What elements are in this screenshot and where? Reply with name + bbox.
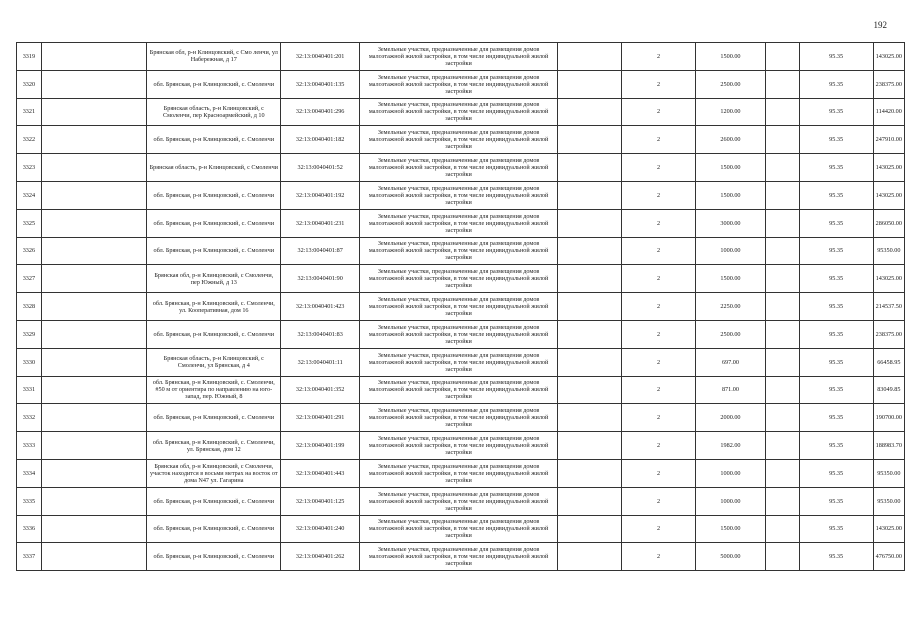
empty-cell xyxy=(558,98,622,126)
empty-cell xyxy=(558,320,622,348)
cadastral-value-cell: 476750.00 xyxy=(873,543,904,571)
land-use-cell: Земельные участки, предназначенные для размещения домов малоэтажной жилой застройки, в том числе индивидуальной жилой застройки xyxy=(360,404,558,432)
land-use-cell: Земельные участки, предназначенные для размещения домов малоэтажной жилой застройки, в том числе индивидуальной жилой застройки xyxy=(360,348,558,376)
rate-cell: 95.35 xyxy=(799,543,873,571)
empty-cell xyxy=(41,404,147,432)
cadastral-number-cell: 32:13:0040401:240 xyxy=(281,515,360,543)
table-row xyxy=(17,376,905,404)
address-cell: обл. Брянская, р-н Клинцовский, с. Смоленчи xyxy=(147,126,281,154)
empty-cell xyxy=(558,181,622,209)
empty-cell xyxy=(41,154,147,182)
empty-cell xyxy=(558,432,622,460)
empty-cell xyxy=(41,432,147,460)
land-use-cell: Земельные участки, предназначенные для размещения домов малоэтажной жилой застройки, в том числе индивидуальной жилой застройки xyxy=(360,43,558,71)
empty-cell xyxy=(766,265,799,293)
cadastral-value-cell: 95350.00 xyxy=(873,487,904,515)
cadastral-value-cell: 188983.70 xyxy=(873,432,904,460)
row-number-cell: 3329 xyxy=(17,320,42,348)
empty-cell xyxy=(41,320,147,348)
address-cell: обл. Брянская, р-н Клинцовский, с. Смоленчи xyxy=(147,209,281,237)
cadastral-value-cell: 143025.00 xyxy=(873,181,904,209)
group-cell: 2 xyxy=(622,154,695,182)
land-use-cell: Земельные участки, предназначенные для размещения домов малоэтажной жилой застройки, в том числе индивидуальной жилой застройки xyxy=(360,98,558,126)
empty-cell xyxy=(41,376,147,404)
table-row xyxy=(17,43,905,71)
area-cell: 2500.00 xyxy=(695,320,766,348)
area-cell: 1200.00 xyxy=(695,98,766,126)
empty-cell xyxy=(766,293,799,321)
empty-cell xyxy=(558,459,622,487)
table-row xyxy=(17,265,905,293)
group-cell: 2 xyxy=(622,459,695,487)
row-number-cell: 3326 xyxy=(17,237,42,265)
row-number-cell: 3328 xyxy=(17,293,42,321)
cadastral-value-cell: 66458.95 xyxy=(873,348,904,376)
address-cell: обл. Брянская, р-н Клинцовский, с. Смоленчи xyxy=(147,320,281,348)
cadastral-number-cell: 32:13:0040401:83 xyxy=(281,320,360,348)
table-row xyxy=(17,515,905,543)
group-cell: 2 xyxy=(622,43,695,71)
area-cell: 2000.00 xyxy=(695,404,766,432)
row-number-cell: 3325 xyxy=(17,209,42,237)
address-cell: Брянская область, р-н Клинцовский, с Смоленчи, пер Красноармейский, д 10 xyxy=(147,98,281,126)
row-number-cell: 3333 xyxy=(17,432,42,460)
row-number-cell: 3331 xyxy=(17,376,42,404)
address-cell: обл. Брянская, р-н Клинцовский, с. Смоленчи xyxy=(147,515,281,543)
address-cell: обл. Брянская, р-н Клинцовский, с. Смоленчи, ул. Кооперативная, дом 16 xyxy=(147,293,281,321)
cadastral-number-cell: 32:13:0040401:52 xyxy=(281,154,360,182)
cadastral-value-cell: 190700.00 xyxy=(873,404,904,432)
group-cell: 2 xyxy=(622,404,695,432)
land-use-cell: Земельные участки, предназначенные для размещения домов малоэтажной жилой застройки, в том числе индивидуальной жилой застройки xyxy=(360,70,558,98)
area-cell: 1000.00 xyxy=(695,237,766,265)
group-cell: 2 xyxy=(622,181,695,209)
rate-cell: 95.35 xyxy=(799,459,873,487)
area-cell: 871.00 xyxy=(695,376,766,404)
table-row xyxy=(17,320,905,348)
cadastral-number-cell: 32:13:0040401:291 xyxy=(281,404,360,432)
land-use-cell: Земельные участки, предназначенные для размещения домов малоэтажной жилой застройки, в том числе индивидуальной жилой застройки xyxy=(360,432,558,460)
cadastral-number-cell: 32:13:0040401:201 xyxy=(281,43,360,71)
row-number-cell: 3324 xyxy=(17,181,42,209)
empty-cell xyxy=(41,348,147,376)
address-cell: обл. Брянская, р-н Клинцовский, с. Смоленчи xyxy=(147,70,281,98)
empty-cell xyxy=(766,70,799,98)
cadastral-value-cell: 114420.00 xyxy=(873,98,904,126)
address-cell: обл. Брянская, р-н Клинцовский, с. Смоленчи xyxy=(147,237,281,265)
row-number-cell: 3334 xyxy=(17,459,42,487)
rate-cell: 95.35 xyxy=(799,43,873,71)
cadastral-value-cell: 95350.00 xyxy=(873,459,904,487)
land-use-cell: Земельные участки, предназначенные для размещения домов малоэтажной жилой застройки, в том числе индивидуальной жилой застройки xyxy=(360,237,558,265)
group-cell: 2 xyxy=(622,376,695,404)
cadastral-number-cell: 32:13:0040401:11 xyxy=(281,348,360,376)
empty-cell xyxy=(558,515,622,543)
group-cell: 2 xyxy=(622,432,695,460)
land-use-cell: Земельные участки, предназначенные для размещения домов малоэтажной жилой застройки, в том числе индивидуальной жилой застройки xyxy=(360,209,558,237)
empty-cell xyxy=(558,487,622,515)
area-cell: 1000.00 xyxy=(695,487,766,515)
group-cell: 2 xyxy=(622,293,695,321)
empty-cell xyxy=(766,98,799,126)
land-use-cell: Земельные участки, предназначенные для размещения домов малоэтажной жилой застройки, в том числе индивидуальной жилой застройки xyxy=(360,126,558,154)
cadastral-number-cell: 32:13:0040401:199 xyxy=(281,432,360,460)
empty-cell xyxy=(41,43,147,71)
empty-cell xyxy=(558,293,622,321)
empty-cell xyxy=(558,209,622,237)
area-cell: 2600.00 xyxy=(695,126,766,154)
cadastral-number-cell: 32:13:0040401:231 xyxy=(281,209,360,237)
cadastral-number-cell: 32:13:0040401:125 xyxy=(281,487,360,515)
address-cell: Брянская область, р-н Клинцовский, с Смоленчи xyxy=(147,154,281,182)
area-cell: 1000.00 xyxy=(695,459,766,487)
row-number-cell: 3335 xyxy=(17,487,42,515)
empty-cell xyxy=(766,43,799,71)
address-cell: обл. Брянская, р-н Клинцовский, с. Смоленчи xyxy=(147,181,281,209)
table-row xyxy=(17,348,905,376)
group-cell: 2 xyxy=(622,487,695,515)
empty-cell xyxy=(41,487,147,515)
table-row xyxy=(17,404,905,432)
rate-cell: 95.35 xyxy=(799,70,873,98)
empty-cell xyxy=(41,209,147,237)
cadastral-value-cell: 143025.00 xyxy=(873,515,904,543)
group-cell: 2 xyxy=(622,237,695,265)
empty-cell xyxy=(41,70,147,98)
group-cell: 2 xyxy=(622,543,695,571)
rate-cell: 95.35 xyxy=(799,265,873,293)
table-row xyxy=(17,293,905,321)
rate-cell: 95.35 xyxy=(799,209,873,237)
cadastral-number-cell: 32:13:0040401:87 xyxy=(281,237,360,265)
rate-cell: 95.35 xyxy=(799,348,873,376)
rate-cell: 95.35 xyxy=(799,181,873,209)
empty-cell xyxy=(41,293,147,321)
empty-cell xyxy=(766,237,799,265)
empty-cell xyxy=(766,126,799,154)
row-number-cell: 3319 xyxy=(17,43,42,71)
empty-cell xyxy=(766,515,799,543)
empty-cell xyxy=(766,348,799,376)
table-row xyxy=(17,237,905,265)
cadastral-value-cell: 143025.00 xyxy=(873,43,904,71)
rate-cell: 95.35 xyxy=(799,293,873,321)
table-row xyxy=(17,209,905,237)
land-use-cell: Земельные участки, предназначенные для размещения домов малоэтажной жилой застройки, в том числе индивидуальной жилой застройки xyxy=(360,487,558,515)
cadastral-number-cell: 32:13:0040401:182 xyxy=(281,126,360,154)
empty-cell xyxy=(558,43,622,71)
land-use-cell: Земельные участки, предназначенные для размещения домов малоэтажной жилой застройки, в том числе индивидуальной жилой застройки xyxy=(360,154,558,182)
group-cell: 2 xyxy=(622,98,695,126)
area-cell: 1500.00 xyxy=(695,154,766,182)
area-cell: 2500.00 xyxy=(695,70,766,98)
rate-cell: 95.35 xyxy=(799,320,873,348)
area-cell: 1982.00 xyxy=(695,432,766,460)
empty-cell xyxy=(41,181,147,209)
land-use-cell: Земельные участки, предназначенные для размещения домов малоэтажной жилой застройки, в том числе индивидуальной жилой застройки xyxy=(360,515,558,543)
area-cell: 1500.00 xyxy=(695,265,766,293)
group-cell: 2 xyxy=(622,348,695,376)
cadastral-value-cell: 238375.00 xyxy=(873,70,904,98)
rate-cell: 95.35 xyxy=(799,515,873,543)
group-cell: 2 xyxy=(622,209,695,237)
table-row xyxy=(17,432,905,460)
empty-cell xyxy=(41,265,147,293)
rate-cell: 95.35 xyxy=(799,126,873,154)
row-number-cell: 3327 xyxy=(17,265,42,293)
table-row xyxy=(17,98,905,126)
cadastral-value-cell: 286050.00 xyxy=(873,209,904,237)
empty-cell xyxy=(766,209,799,237)
rate-cell: 95.35 xyxy=(799,432,873,460)
empty-cell xyxy=(558,70,622,98)
empty-cell xyxy=(41,543,147,571)
empty-cell xyxy=(558,348,622,376)
empty-cell xyxy=(558,154,622,182)
group-cell: 2 xyxy=(622,265,695,293)
empty-cell xyxy=(41,515,147,543)
land-use-cell: Земельные участки, предназначенные для размещения домов малоэтажной жилой застройки, в том числе индивидуальной жилой застройки xyxy=(360,459,558,487)
empty-cell xyxy=(766,320,799,348)
address-cell: обл. Брянская, р-н Клинцовский, с. Смоленчи, ул. Брянская, дом 12 xyxy=(147,432,281,460)
cadastral-value-cell: 247910.00 xyxy=(873,126,904,154)
empty-cell xyxy=(558,404,622,432)
rate-cell: 95.35 xyxy=(799,376,873,404)
land-use-cell: Земельные участки, предназначенные для размещения домов малоэтажной жилой застройки, в том числе индивидуальной жилой застройки xyxy=(360,543,558,571)
cadastral-value-cell: 143025.00 xyxy=(873,265,904,293)
page-number: 192 xyxy=(873,20,887,30)
cadastral-number-cell: 32:13:0040401:90 xyxy=(281,265,360,293)
table-body xyxy=(17,43,905,571)
area-cell: 2250.00 xyxy=(695,293,766,321)
cadastral-value-cell: 214537.50 xyxy=(873,293,904,321)
land-use-cell: Земельные участки, предназначенные для размещения домов малоэтажной жилой застройки, в том числе индивидуальной жилой застройки xyxy=(360,376,558,404)
row-number-cell: 3320 xyxy=(17,70,42,98)
empty-cell xyxy=(558,265,622,293)
rate-cell: 95.35 xyxy=(799,154,873,182)
empty-cell xyxy=(766,543,799,571)
land-use-cell: Земельные участки, предназначенные для размещения домов малоэтажной жилой застройки, в том числе индивидуальной жилой застройки xyxy=(360,293,558,321)
table-row xyxy=(17,126,905,154)
group-cell: 2 xyxy=(622,320,695,348)
empty-cell xyxy=(766,487,799,515)
cadastral-number-cell: 32:13:0040401:135 xyxy=(281,70,360,98)
group-cell: 2 xyxy=(622,515,695,543)
area-cell: 1500.00 xyxy=(695,43,766,71)
empty-cell xyxy=(558,126,622,154)
cadastral-value-table xyxy=(16,42,905,571)
area-cell: 1500.00 xyxy=(695,515,766,543)
row-number-cell: 3322 xyxy=(17,126,42,154)
area-cell: 697.00 xyxy=(695,348,766,376)
cadastral-number-cell: 32:13:0040401:296 xyxy=(281,98,360,126)
empty-cell xyxy=(766,376,799,404)
area-cell: 1500.00 xyxy=(695,181,766,209)
address-cell: обл. Брянская, р-н Клинцовский, с. Смоленчи xyxy=(147,487,281,515)
rate-cell: 95.35 xyxy=(799,487,873,515)
row-number-cell: 3323 xyxy=(17,154,42,182)
cadastral-number-cell: 32:13:0040401:192 xyxy=(281,181,360,209)
address-cell: Брянская обл, р-н Клинцовский, с Смоленчи, пер Южный, д 13 xyxy=(147,265,281,293)
group-cell: 2 xyxy=(622,70,695,98)
empty-cell xyxy=(41,237,147,265)
cadastral-value-cell: 83049.85 xyxy=(873,376,904,404)
empty-cell xyxy=(766,459,799,487)
empty-cell xyxy=(558,543,622,571)
table-row xyxy=(17,487,905,515)
land-use-cell: Земельные участки, предназначенные для размещения домов малоэтажной жилой застройки, в том числе индивидуальной жилой застройки xyxy=(360,320,558,348)
address-cell: Брянская область, р-н Клинцовский, с Смоленчи, ул Брянская, д 4 xyxy=(147,348,281,376)
empty-cell xyxy=(766,432,799,460)
table-row xyxy=(17,154,905,182)
cadastral-number-cell: 32:13:0040401:352 xyxy=(281,376,360,404)
empty-cell xyxy=(41,459,147,487)
address-cell: обл. Брянская, р-н Клинцовский, с. Смоленчи, #50 м от ориентира по направлению на юго-запад, пер. Южный, 8 xyxy=(147,376,281,404)
empty-cell xyxy=(766,154,799,182)
rate-cell: 95.35 xyxy=(799,98,873,126)
table-row xyxy=(17,181,905,209)
table-row xyxy=(17,70,905,98)
rate-cell: 95.35 xyxy=(799,237,873,265)
empty-cell xyxy=(41,98,147,126)
cadastral-value-cell: 95350.00 xyxy=(873,237,904,265)
empty-cell xyxy=(766,181,799,209)
cadastral-value-cell: 143025.00 xyxy=(873,154,904,182)
address-cell: Брянская обл, р-н Клинцовский, с Смо ленчи, ул Набережная, д 17 xyxy=(147,43,281,71)
row-number-cell: 3337 xyxy=(17,543,42,571)
cadastral-value-cell: 238375.00 xyxy=(873,320,904,348)
empty-cell xyxy=(558,376,622,404)
area-cell: 3000.00 xyxy=(695,209,766,237)
cadastral-number-cell: 32:13:0040401:262 xyxy=(281,543,360,571)
rate-cell: 95.35 xyxy=(799,404,873,432)
group-cell: 2 xyxy=(622,126,695,154)
empty-cell xyxy=(766,404,799,432)
table-row xyxy=(17,459,905,487)
row-number-cell: 3330 xyxy=(17,348,42,376)
table-row xyxy=(17,543,905,571)
row-number-cell: 3336 xyxy=(17,515,42,543)
cadastral-number-cell: 32:13:0040401:423 xyxy=(281,293,360,321)
area-cell: 5000.00 xyxy=(695,543,766,571)
address-cell: Брянская обл, р-н Клинцовский, с Смоленчи, участок находится в восьми метрах на восток от дома N47 ул. Гагарина xyxy=(147,459,281,487)
row-number-cell: 3332 xyxy=(17,404,42,432)
address-cell: обл. Брянская, р-н Клинцовский, с. Смоленчи xyxy=(147,543,281,571)
land-use-cell: Земельные участки, предназначенные для размещения домов малоэтажной жилой застройки, в том числе индивидуальной жилой застройки xyxy=(360,265,558,293)
empty-cell xyxy=(558,237,622,265)
address-cell: обл. Брянская, р-н Клинцовский, с. Смоленчи xyxy=(147,404,281,432)
cadastral-number-cell: 32:13:0040401:443 xyxy=(281,459,360,487)
empty-cell xyxy=(41,126,147,154)
land-use-cell: Земельные участки, предназначенные для размещения домов малоэтажной жилой застройки, в том числе индивидуальной жилой застройки xyxy=(360,181,558,209)
row-number-cell: 3321 xyxy=(17,98,42,126)
